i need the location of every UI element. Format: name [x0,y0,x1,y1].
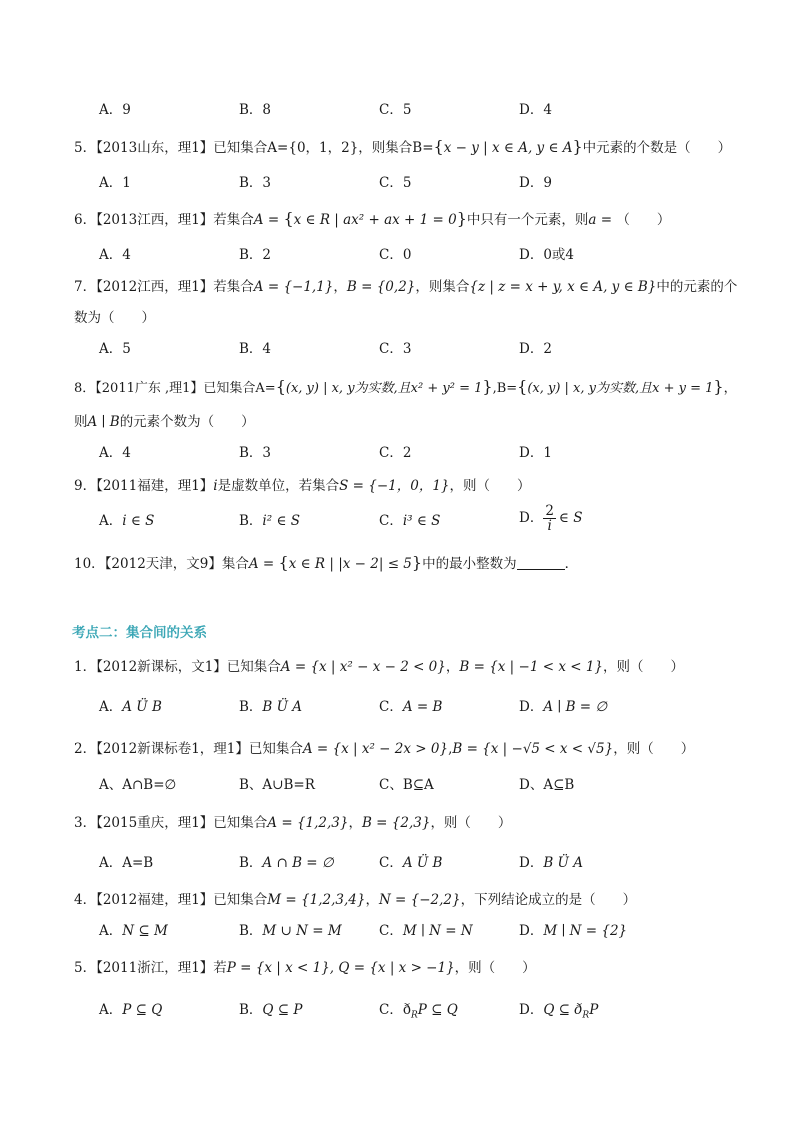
option-expression: A ∩ B = ∅ [262,855,334,871]
options-row-q7 [99,339,719,359]
option-a [99,921,168,941]
option-a: A．A=B [99,855,154,871]
option-expression: ∈ S [558,510,583,526]
option-c [379,921,473,941]
question-text-end: ，则（ ） [454,960,536,976]
option-a [99,1000,162,1020]
option-label: D． [519,855,544,871]
question-text-end: = （ ） [596,212,671,228]
separator: ， [333,279,347,295]
source-tag: 【2011浙江，理1】 [96,960,214,976]
option-d: D．2 [519,341,552,357]
option-a: A．5 [99,341,131,357]
option-c: C．5 [379,175,412,191]
option-a: A．4 [99,247,131,263]
option-d [519,921,627,941]
source-tag: 【2011福建，理1】 [96,478,214,494]
options-row-2-1 [99,697,719,717]
separator: ， [365,892,379,908]
option-b [239,921,342,941]
option-b [239,511,300,531]
question-text-end: 中的最小整数为 [422,556,517,572]
question-2-4 [74,890,636,910]
options-row-q5 [99,173,719,193]
set-a: (x, y) | x, y为实数,且x² + y² = 1 [285,381,483,396]
intersection-expression: A ∣ B [87,414,120,430]
option-label: A． [99,699,123,715]
set-a: A = {x | x² − 2x > 0} [302,741,449,757]
option-label: A． [99,1002,123,1018]
option-expression: P ⊆ Q [417,1002,458,1018]
option-b: B．4 [239,341,272,357]
option-label: C． [379,923,403,939]
option-label: A． [99,923,123,939]
question-number: 7． [74,279,97,295]
option-b: B．3 [239,445,272,461]
question-number: 8． [74,381,96,396]
question-number: 10． [74,556,105,572]
question-number: 2． [74,741,97,757]
question-text-mid: 中只有一个元素，则 [466,212,589,228]
set-b: B = {0,2} [346,279,416,295]
question-text-end: ，下列结论成立的是（ ） [460,892,637,908]
question-text-end: ，则（ ） [430,815,512,831]
question-text: 已知集合A={0，1，2}，则集合B= [213,140,434,156]
option-b: B．3 [239,175,272,191]
option-label: B． [239,699,263,715]
option-expression: i³ ∈ S [402,513,441,529]
option-b: B、A∪B=R [239,777,315,793]
option-c: C、B⊆A [379,777,434,793]
option-c [379,511,440,531]
option-c [379,697,442,717]
option-a: A、A∩B=∅ [99,777,177,793]
question-7 [74,277,737,297]
question-text: 则 [74,414,88,430]
option-label: C． [379,699,403,715]
option-d [519,504,582,533]
option-d: D．9 [519,175,552,191]
set-a: A = {x | x² − x − 2 < 0} [280,659,446,675]
separator: ， [348,815,362,831]
option-a: A．4 [99,445,131,461]
question-number: 5． [74,140,97,156]
option-expression: A = B [402,699,443,715]
option-expression: A Ü B [122,699,162,715]
question-number: 4． [74,892,97,908]
answer-blank[interactable] [517,555,565,570]
option-label: D． [519,510,544,526]
question-number: 6． [74,212,97,228]
set-b: B = {x | −√5 < x < √5} [452,741,614,757]
options-row-2-4 [99,921,719,941]
options-row-q8 [99,443,719,463]
variable-i: i [213,478,218,494]
set-n: N = {−2,2} [378,892,461,908]
complement-subscript: R [582,1010,590,1021]
separator: , [448,741,453,757]
option-expression: B Ü A [262,699,303,715]
question-text: 是虚数单位，若集合 [217,478,340,494]
option-c [379,1000,458,1026]
question-9 [74,476,531,496]
option-expression: Q ⊆ P [262,1002,303,1018]
option-expression: A ∣ B = ∅ [543,699,608,715]
set-m: M = {1,2,3,4} [267,892,366,908]
question-number: 9． [74,478,97,494]
option-label: D． [519,699,544,715]
source-tag: 【2015重庆，理1】 [96,815,214,831]
set-b: (x, y) | x, y为实数,且x + y = 1 [527,381,714,396]
option-expression: B Ü A [543,855,583,871]
source-tag: 【2012福建，理1】 [96,892,214,908]
question-2-1 [74,657,684,677]
set-expression: x ∈ R | |x − 2| ≤ 5 [288,556,412,572]
question-8-continuation [74,412,255,432]
question-text-end: 的元素个数为（ ） [119,414,255,430]
option-label: C． [379,855,403,871]
fraction-numerator: 2 [545,503,554,519]
option-b: B．2 [239,247,272,263]
question-2-5 [74,958,536,978]
set-b: B = {2,3} [361,815,431,831]
question-number: 1． [74,659,97,675]
option-b: B．8 [239,102,272,118]
question-text-end: 中元素的个数是（ ） [582,140,732,156]
option-expression: M ∣ N = N [402,923,473,939]
source-tag: 【2013山东，理1】 [96,140,214,156]
set-a: A = {−1,1} [253,279,334,295]
option-d [519,697,607,717]
option-a: A．9 [99,102,131,118]
option-expression: Q ⊆ ð [543,1002,583,1018]
option-expression: A Ü B [402,855,443,871]
complement-subscript: R [410,1010,418,1021]
question-text: 已知集合 [213,892,268,908]
options-row-q6 [99,245,719,265]
set-lhs: A = [248,556,279,572]
question-8: 8．【2011广东 ,理1】已知集合A={(x, y) | x, y为实数,且x² + y² = 1},B={(x, y) | x, y为实数,且x + y = 1}， [74,377,737,396]
question-text-end: ，则（ ） [603,659,685,675]
source-tag: 【2011广东 ,理1】 [95,381,204,396]
question-10: 10．【2012天津，文9】集合A = {x ∈ R | |x − 2| ≤ 5}中的最小整数为 ． [74,553,579,572]
fraction [543,504,556,533]
option-label: C． [379,513,403,529]
option-label: D． [519,1002,544,1018]
question-text: 已知集合A= [203,381,276,396]
option-c [379,853,442,873]
source-tag: 【2012新课标卷1，理1】 [96,741,249,757]
complement-symbol: ð [402,1002,411,1018]
source-tag: 【2012天津，文9】 [104,556,222,572]
question-7-continuation: 数为（ ） [74,310,155,326]
question-text: 已知集合 [248,741,303,757]
options-row-2-2 [99,775,719,795]
option-expression: M ∣ N = {2} [543,923,628,939]
option-a [99,511,154,531]
question-text-mid: ，则集合 [415,279,470,295]
question-text: 若 [213,960,227,976]
option-expression: N ⊆ M [122,923,168,939]
set-a: A = {1,2,3} [267,815,349,831]
option-d [519,1000,598,1026]
option-label: B． [239,855,263,871]
question-2-3 [74,813,511,833]
source-tag: 【2012新课标，文1】 [96,659,227,675]
option-b [239,697,302,717]
question-number: 5． [74,960,97,976]
option-d [519,853,583,873]
option-label: B． [239,513,263,529]
source-tag: 【2012江西，理1】 [96,279,214,295]
question-text-end: 中的元素的个 [656,279,738,295]
option-label: D． [519,923,544,939]
question-text-end: ，则（ ） [449,478,531,494]
separator: ， [445,659,460,675]
set-b: B = {x | −1 < x < 1} [459,659,604,675]
option-b [239,1000,302,1020]
option-c: C．0 [379,247,412,263]
separator: ， [723,381,737,396]
set-s: S = {−1，0，1} [339,478,450,494]
option-label: A． [99,513,123,529]
option-c: C．5 [379,102,412,118]
set-expression: x ∈ R | ax² + ax + 1 = 0 [293,212,457,228]
question-2-2 [74,739,694,759]
question-text-end: ，则（ ） [613,741,695,757]
set-z: {z | z = x + y, x ∈ A, y ∈ B} [469,279,657,295]
option-expression: P ⊆ Q [122,1002,163,1018]
option-d: D．1 [519,445,552,461]
set-lhs: A = [253,212,284,228]
option-expression: i ∈ S [122,513,155,529]
option-a: A．1 [99,175,131,191]
question-5: 5．【2013山东，理1】已知集合A={0，1，2}，则集合B={x − y | x ∈ A, y ∈ A}中元素的个数是（ ） [74,137,732,156]
fraction-denominator: i [547,518,552,534]
option-label: C． [379,1002,403,1018]
question-text: 若集合 [213,212,254,228]
question-6: 6．【2013江西，理1】若集合A = {x ∈ R | ax² + ax + 1 = 0}中只有一个元素，则a = （ ） [74,209,671,228]
options-row-prev [99,100,719,120]
set-expression: x − y | x ∈ A, y ∈ A [443,140,573,156]
options-row-2-3 [99,853,719,873]
question-text: 已知集合 [226,659,281,675]
option-c: C．3 [379,341,412,357]
option-expression: M ∪ N = M [262,923,342,939]
option-a [99,697,162,717]
set-expressions: P = {x | x < 1}, Q = {x | x > −1} [226,960,455,976]
options-row-2-5 [99,1000,719,1020]
option-c: C．2 [379,445,412,461]
separator: ,B= [492,381,518,396]
option-label: B． [239,923,263,939]
option-d: D．0或4 [519,247,575,263]
section-heading: 考点二：集合间的关系 [72,625,207,641]
period: ． [564,556,579,572]
question-text: 已知集合 [213,815,268,831]
source-tag: 【2013江西，理1】 [96,212,214,228]
option-d: D、A⊆B [519,777,575,793]
question-number: 3． [74,815,97,831]
option-label: B． [239,1002,263,1018]
option-d: D．4 [519,102,552,118]
option-expression: i² ∈ S [262,513,300,529]
question-text: 集合 [221,556,249,572]
option-b [239,853,334,873]
options-row-q9 [99,503,719,539]
option-expression-end: P [589,1002,599,1018]
variable-a: a [588,212,597,228]
question-text: 若集合 [213,279,254,295]
